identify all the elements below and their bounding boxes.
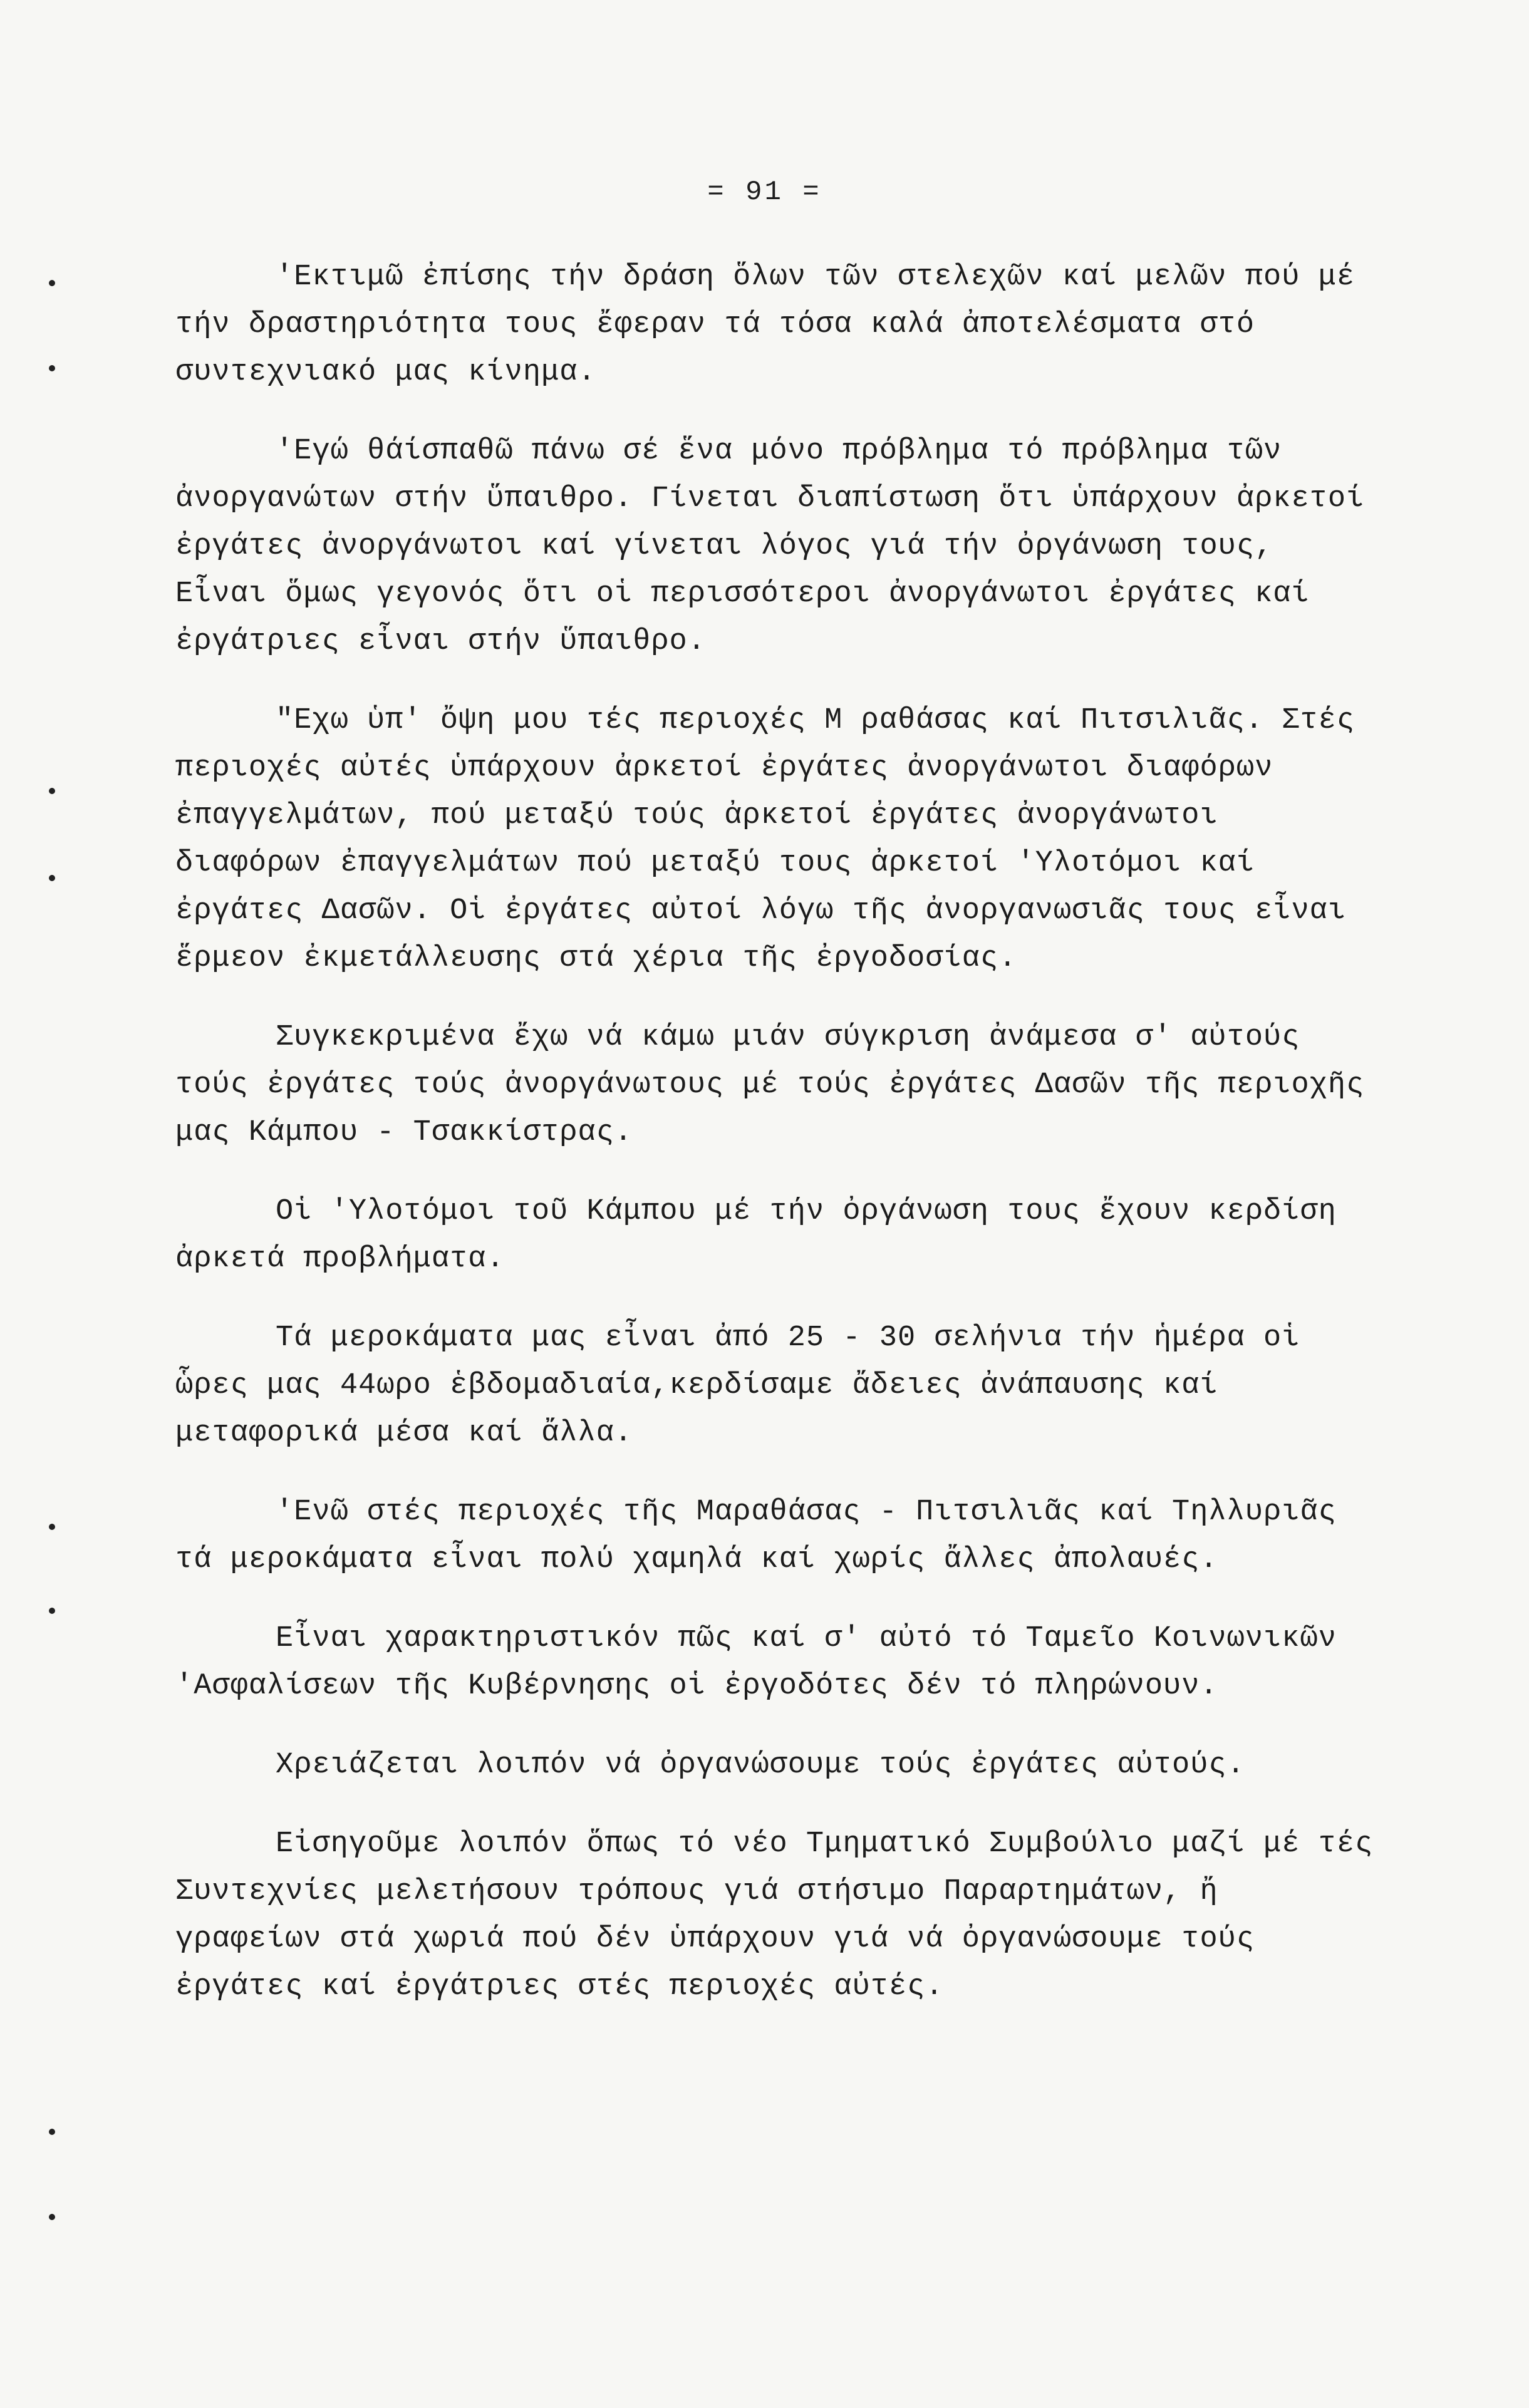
paragraph-3: "Εχω ὑπ' ὄψη μου τές περιοχές Μ ραθάσας καί Πιτσιλιᾶς. Στές περιοχές αὐτές ὑπάρχουν ἀρκετοί ἐργάτες ἀνοργάνωτοι διαφόρων ἐπαγγελμάτων, πού μεταξύ τούς ἀρκετοί ἐργάτες ἀνοργάνωτοι διαφόρων ἐπαγγελμάτων πού μεταξύ τους ἀρκετοί 'Υλοτόμοι καί ἐργάτες Δασῶν. Οἱ ἐργάτες αὐτοί λόγω τῆς ἀνοργανωσιᾶς τους εἶναι ἕρμεον ἐκμετάλλευσης στά χέρια τῆς ἐργοδοσίας.: [175, 704, 1355, 975]
margin-mark: [49, 1524, 55, 1530]
paragraph-5: Οἱ 'Υλοτόμοι τοῦ Κάμπου μέ τήν ὀργάνωση τους ἔχουν κερδίση ἀρκετά προβλήματα.: [175, 1195, 1337, 1276]
margin-mark: [49, 280, 55, 286]
paragraph-1: 'Εκτιμῶ ἐπίσης τήν δράση ὅλων τῶν στελεχῶν καί μελῶν πού μέ τήν δραστηριότητα τους ἔφεραν τά τόσα καλά ἀποτελέσματα στό συντεχνιακό μας κίνημα.: [175, 261, 1355, 389]
paragraph-4: Συγκεκριμένα ἔχω νά κάμω μιάν σύγκριση ἀνάμεσα σ' αὐτούς τούς ἐργάτες τούς ἀνοργάνωτους μέ τούς ἐργάτες Δασῶν τῆς περιοχῆς μας Κάμπου - Τσακκίστρας.: [175, 1021, 1365, 1149]
document-body: [175, 254, 1378, 2042]
paragraph-6: Τά μεροκάματα μας εἶναι ἀπό 25 - 30 σελήνια τήν ἡμέρα οἱ ὧρες μας 44ωρο ἑβδομαδιαία,κερδίσαμε ἄδειες ἀνάπαυσης καί μεταφορικά μέσα καί ἄλλα.: [175, 1321, 1300, 1450]
paragraph-7: 'Ενῶ στές περιοχές τῆς Μαραθάσας - Πιτσιλιᾶς καί Τηλλυριᾶς τά μεροκάματα εἶναι πολύ χαμηλά καί χωρίς ἄλλες ἀπολαυές.: [175, 1496, 1337, 1576]
paragraph-10: Εἰσηγοῦμε λοιπόν ὅπως τό νέο Τμηματικό Συμβούλιο μαζί μέ τές Συντεχνίες μελετήσουν τρόπους γιά στήσιμο Παραρτημάτων, ἤ γραφείων στά χωριά πού δέν ὑπάρχουν γιά νά ὀργανώσουμε τούς ἐργάτες καί ἐργάτριες στές περιοχές αὐτές.: [175, 1827, 1374, 2003]
margin-mark: [49, 365, 55, 371]
margin-mark: [49, 788, 55, 794]
margin-mark: [49, 875, 55, 881]
margin-mark: [49, 1608, 55, 1614]
page-number: = 91 =: [707, 177, 822, 208]
paragraph-8: Εἶναι χαρακτηριστικόν πῶς καί σ' αὐτό τό Ταμεῖο Κοινωνικῶν 'Ασφαλίσεων τῆς Κυβέρνησης οἱ ἐργοδότες δέν τό πληρώνουν.: [175, 1622, 1337, 1703]
paragraph-9: Χρειάζεται λοιπόν νά ὀργανώσουμε τούς ἐργάτες αὐτούς.: [276, 1749, 1245, 1782]
margin-mark: [49, 2129, 55, 2135]
paragraph-2: 'Εγώ θάίσπαθῶ πάνω σέ ἕνα μόνο πρόβλημα τό πρόβλημα τῶν ἀνοργανώτων στήν ὕπαιθρο. Γίνεται διαπίστωση ὅτι ὑπάρχουν ἀρκετοί ἐργάτες ἀνοργάνωτοι καί γίνεται λόγος γιά τήν ὀργάνωση τους, Εἶναι ὅμως γεγονός ὅτι οἱ περισσότεροι ἀνοργάνωτοι ἐργάτες καί ἐργάτριες εἶναι στήν ὕπαιθρο.: [175, 435, 1365, 658]
margin-mark: [49, 2214, 55, 2220]
